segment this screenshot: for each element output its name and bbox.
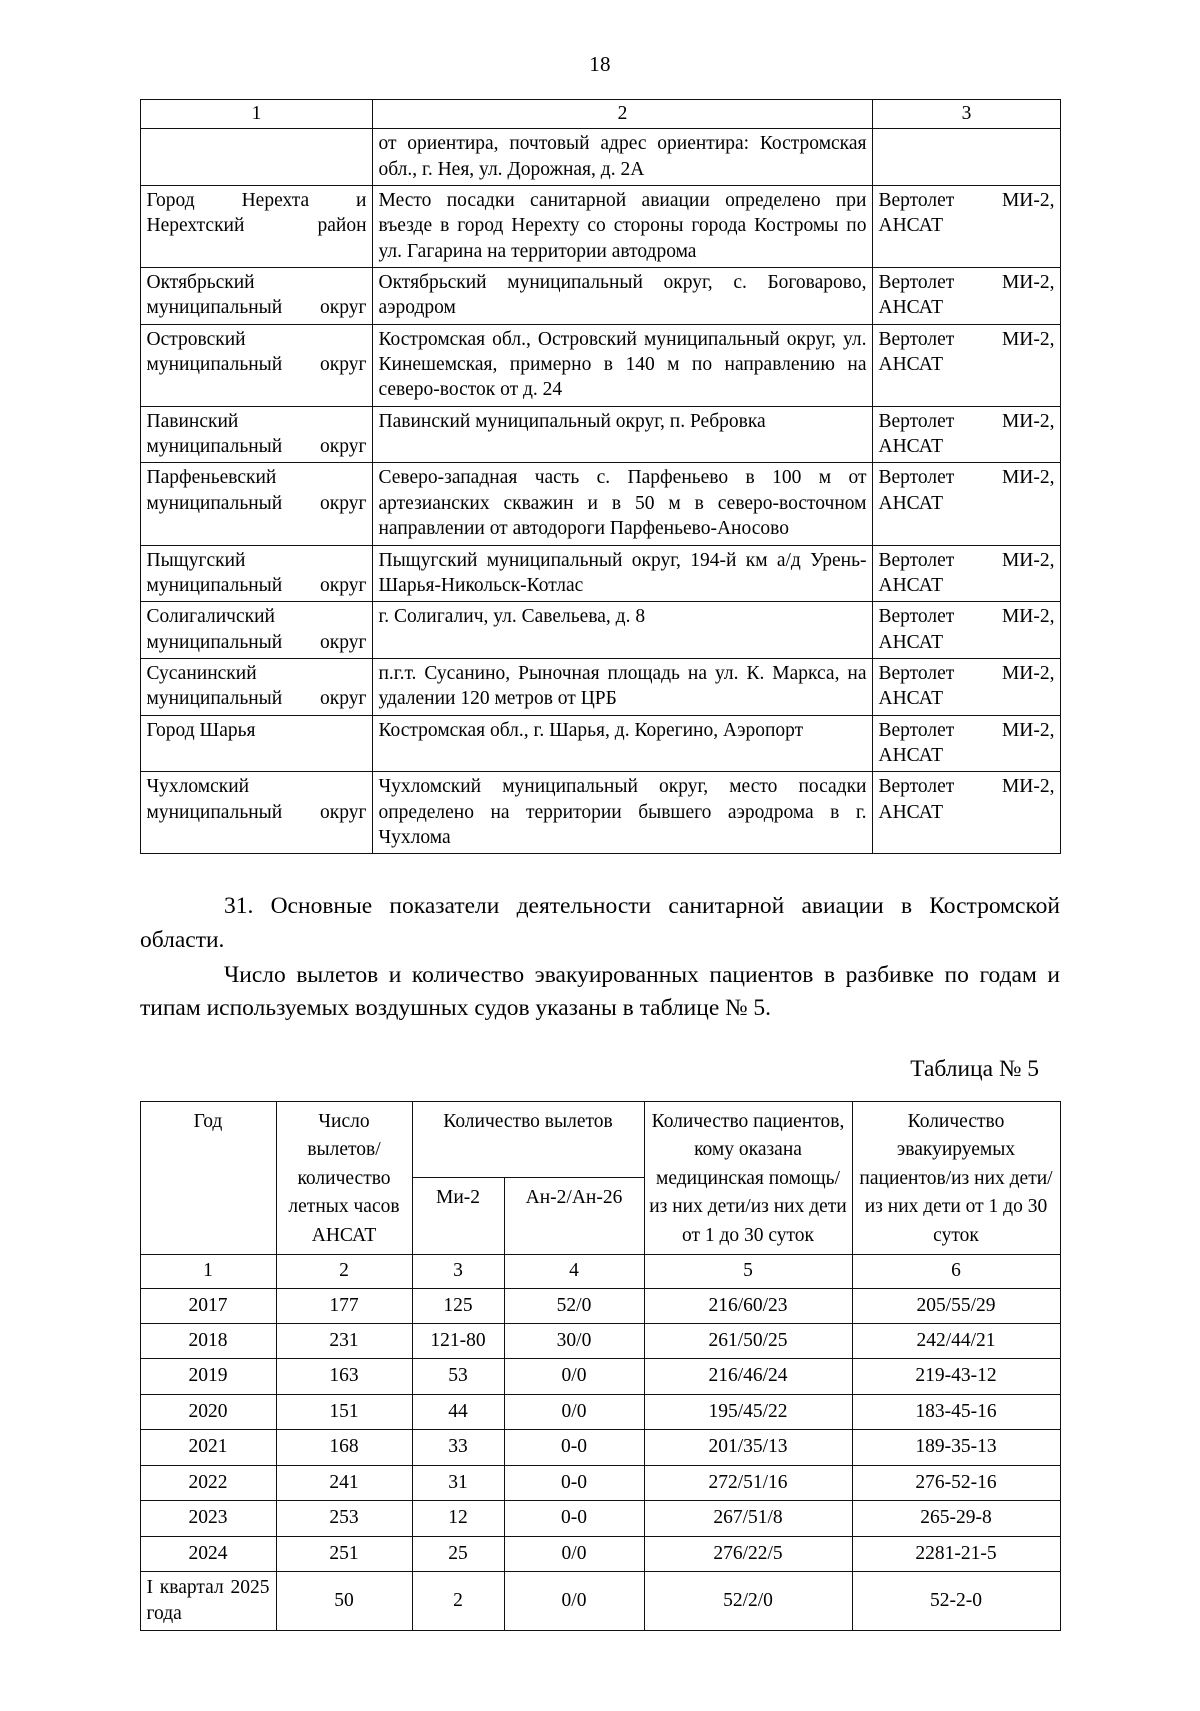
table-row [140, 463, 1060, 545]
location-cell: Северо-западная часть с. Парфеньево в 100 м от артезианских скважин и в 50 м в северо-восточном направлении от автодороги Парфеньево-Аносово [372, 463, 872, 545]
cell-year: 2019 [140, 1359, 276, 1394]
cell-year: 2018 [140, 1324, 276, 1359]
cell-an2-an26: 0/0 [504, 1394, 644, 1429]
table-caption-5: Таблица № 5 [910, 1055, 1039, 1082]
cell-an2-an26: 0-0 [504, 1501, 644, 1536]
header-an2-an26: Ан-2/Ан-26 [504, 1178, 644, 1255]
cell-year: I квартал 2025 года [140, 1572, 276, 1630]
cell-flights-ansat: 163 [276, 1359, 412, 1394]
aircraft-cell [872, 129, 1060, 186]
aircraft-line-2: АНСАТ [878, 297, 943, 319]
table-row [140, 1501, 1060, 1536]
cell-mi2: 44 [412, 1394, 504, 1429]
aircraft-line-2: АНСАТ [878, 574, 943, 596]
cell-an2-an26: 0/0 [504, 1359, 644, 1394]
aircraft-cell [872, 463, 1060, 545]
table-row [140, 129, 1060, 186]
table-row [140, 1324, 1060, 1359]
location-cell: Место посадки санитарной авиации определено при въезде в город Нерехту со стороны города Костромы по ул. Гагарина на территории автодрома [372, 186, 872, 268]
cell-patients-aided: 261/50/25 [644, 1324, 852, 1359]
header-patients-aided: Количество пациентов, кому оказана медицинская помощь/из них дети/из них дети от 1 до 30 суток [644, 1101, 852, 1254]
location-cell: г. Солигалич, ул. Савельева, д. 8 [372, 602, 872, 659]
cell-an2-an26: 0/0 [504, 1536, 644, 1571]
header-flights-count-group: Количество вылетов [412, 1101, 644, 1178]
column-number-1: 1 [140, 100, 372, 129]
cell-mi2: 12 [412, 1501, 504, 1536]
cell-patients-aided: 195/45/22 [644, 1394, 852, 1429]
cell-patients-aided: 52/2/0 [644, 1572, 852, 1630]
column-number-1: 1 [140, 1255, 276, 1288]
aircraft-line-1: Вертолет МИ-2, [878, 719, 1055, 741]
table-row [140, 324, 1060, 406]
body-text-block [140, 854, 1060, 1025]
aircraft-cell [872, 324, 1060, 406]
table-row [140, 772, 1060, 854]
table-row [140, 1288, 1060, 1323]
aircraft-line-1: Вертолет МИ-2, [878, 410, 1055, 432]
municipality-cell: Пыщугский муниципальный округ [140, 545, 372, 602]
table-row [140, 658, 1060, 715]
cell-an2-an26: 0-0 [504, 1430, 644, 1465]
cell-patients-aided: 267/51/8 [644, 1501, 852, 1536]
table-row [140, 1465, 1060, 1500]
cell-patients-evacuated: 205/55/29 [852, 1288, 1060, 1323]
table-row [140, 1430, 1060, 1465]
aircraft-line-1: Вертолет МИ-2, [878, 272, 1055, 294]
cell-year: 2024 [140, 1536, 276, 1571]
paragraph-flights-intro: Число вылетов и количество эвакуированных пациентов в разбивке по годам и типам используемых воздушных судов указаны в таблице № 5. [140, 962, 1060, 1022]
cell-flights-ansat: 50 [276, 1572, 412, 1630]
landing-sites-table [140, 99, 1061, 854]
location-cell: Октябрьский муниципальный округ, с. Боговарово, аэродром [372, 268, 872, 325]
cell-flights-ansat: 253 [276, 1501, 412, 1536]
municipality-cell: Островский муниципальный округ [140, 324, 372, 406]
aircraft-line-1: Вертолет МИ-2, [878, 467, 1055, 489]
cell-mi2: 53 [412, 1359, 504, 1394]
column-number-3: 3 [412, 1255, 504, 1288]
cell-an2-an26: 0/0 [504, 1572, 644, 1630]
cell-patients-aided: 276/22/5 [644, 1536, 852, 1571]
table-row-column-numbers [140, 1255, 1060, 1288]
cell-an2-an26: 30/0 [504, 1324, 644, 1359]
column-number-4: 4 [504, 1255, 644, 1288]
aircraft-cell [872, 406, 1060, 463]
cell-patients-evacuated: 276-52-16 [852, 1465, 1060, 1500]
municipality-cell: Город Нерехта и Нерехтский район [140, 186, 372, 268]
municipality-cell: Павинский муниципальный округ [140, 406, 372, 463]
aircraft-line-1: Вертолет МИ-2, [878, 190, 1055, 212]
cell-patients-evacuated: 183-45-16 [852, 1394, 1060, 1429]
cell-patients-evacuated: 219-43-12 [852, 1359, 1060, 1394]
municipality-cell: Солигаличский муниципальный округ [140, 602, 372, 659]
aircraft-line-2: АНСАТ [878, 354, 943, 376]
municipality-cell: Сусанинский муниципальный округ [140, 658, 372, 715]
municipality-cell [140, 129, 372, 186]
aircraft-line-1: Вертолет МИ-2, [878, 776, 1055, 798]
aircraft-line-2: АНСАТ [878, 688, 943, 710]
location-cell: Павинский муниципальный округ, п. Ребровка [372, 406, 872, 463]
cell-mi2: 25 [412, 1536, 504, 1571]
table-row [140, 186, 1060, 268]
municipality-cell: Октябрьский муниципальный округ [140, 268, 372, 325]
table-row [140, 1359, 1060, 1394]
cell-flights-ansat: 231 [276, 1324, 412, 1359]
table-row [140, 1572, 1060, 1630]
cell-year: 2021 [140, 1430, 276, 1465]
municipality-cell: Парфеньевский муниципальный округ [140, 463, 372, 545]
cell-flights-ansat: 241 [276, 1465, 412, 1500]
cell-patients-evacuated: 52-2-0 [852, 1572, 1060, 1630]
location-cell: п.г.т. Сусанино, Рыночная площадь на ул. К. Маркса, на удалении 120 метров от ЦРБ [372, 658, 872, 715]
cell-patients-aided: 201/35/13 [644, 1430, 852, 1465]
location-cell: от ориентира, почтовый адрес ориентира: Костромская обл., г. Нея, ул. Дорожная, д. 2А [372, 129, 872, 186]
table-row [140, 406, 1060, 463]
aircraft-line-1: Вертолет МИ-2, [878, 662, 1055, 684]
bottom-spacer [0, 1631, 1200, 1711]
cell-flights-ansat: 151 [276, 1394, 412, 1429]
aircraft-line-2: АНСАТ [878, 744, 943, 766]
aircraft-cell [872, 658, 1060, 715]
column-number-6: 6 [852, 1255, 1060, 1288]
cell-flights-ansat: 168 [276, 1430, 412, 1465]
aircraft-line-2: АНСАТ [878, 492, 943, 514]
cell-an2-an26: 0-0 [504, 1465, 644, 1500]
aircraft-cell [872, 545, 1060, 602]
cell-mi2: 31 [412, 1465, 504, 1500]
cell-patients-evacuated: 189-35-13 [852, 1430, 1060, 1465]
cell-an2-an26: 52/0 [504, 1288, 644, 1323]
aircraft-line-2: АНСАТ [878, 631, 943, 653]
aircraft-line-2: АНСАТ [878, 801, 943, 823]
location-cell: Чухломский муниципальный округ, место посадки определено на территории бывшего аэродрома в г. Чухлома [372, 772, 872, 854]
column-number-2: 2 [372, 100, 872, 129]
sanitary-aviation-stats-table [140, 1101, 1061, 1631]
column-number-2: 2 [276, 1255, 412, 1288]
table-row [140, 268, 1060, 325]
aircraft-line-2: АНСАТ [878, 215, 943, 237]
header-year: Год [140, 1101, 276, 1254]
aircraft-line-1: Вертолет МИ-2, [878, 606, 1055, 628]
cell-mi2: 125 [412, 1288, 504, 1323]
aircraft-line-1: Вертолет МИ-2, [878, 328, 1055, 350]
column-number-3: 3 [872, 100, 1060, 129]
location-cell: Костромская обл., Островский муниципальный округ, ул. Кинешемская, примерно в 140 м по направлению на северо-восток от д. 24 [372, 324, 872, 406]
header-patients-evacuated: Количество эвакуируемых пациентов/из них дети/из них дети от 1 до 30 суток [852, 1101, 1060, 1254]
table-header-row-top [140, 1101, 1060, 1178]
aircraft-cell [872, 715, 1060, 772]
table-row [140, 602, 1060, 659]
aircraft-cell [872, 268, 1060, 325]
cell-patients-aided: 272/51/16 [644, 1465, 852, 1500]
location-cell: Костромская обл., г. Шарья, д. Корегино, Аэропорт [372, 715, 872, 772]
municipality-cell: Город Шарья [140, 715, 372, 772]
column-number-5: 5 [644, 1255, 852, 1288]
aircraft-cell [872, 186, 1060, 268]
header-flights-hours: Число вылетов/ количество летных часов АНСАТ [276, 1101, 412, 1254]
aircraft-cell [872, 772, 1060, 854]
header-mi2: Ми-2 [412, 1178, 504, 1255]
table-row [140, 1536, 1060, 1571]
location-cell: Пыщугский муниципальный округ, 194-й км а/д Урень-Шарья-Никольск-Котлас [372, 545, 872, 602]
cell-year: 2022 [140, 1465, 276, 1500]
cell-patients-aided: 216/60/23 [644, 1288, 852, 1323]
cell-year: 2017 [140, 1288, 276, 1323]
cell-mi2: 2 [412, 1572, 504, 1630]
cell-year: 2023 [140, 1501, 276, 1536]
table-row [140, 1394, 1060, 1429]
cell-patients-aided: 216/46/24 [644, 1359, 852, 1394]
cell-patients-evacuated: 265-29-8 [852, 1501, 1060, 1536]
cell-mi2: 33 [412, 1430, 504, 1465]
aircraft-line-2: АНСАТ [878, 436, 943, 458]
cell-patients-evacuated: 242/44/21 [852, 1324, 1060, 1359]
cell-flights-ansat: 177 [276, 1288, 412, 1323]
paragraph-31: 31. Основные показатели деятельности санитарной авиации в Костромской области. [140, 893, 1060, 953]
table-row-column-numbers [140, 100, 1060, 129]
table-row [140, 545, 1060, 602]
aircraft-cell [872, 602, 1060, 659]
cell-mi2: 121-80 [412, 1324, 504, 1359]
page-number: 18 [589, 52, 611, 76]
cell-patients-evacuated: 2281-21-5 [852, 1536, 1060, 1571]
municipality-cell: Чухломский муниципальный округ [140, 772, 372, 854]
table-row [140, 715, 1060, 772]
cell-year: 2020 [140, 1394, 276, 1429]
aircraft-line-1: Вертолет МИ-2, [878, 549, 1055, 571]
cell-flights-ansat: 251 [276, 1536, 412, 1571]
